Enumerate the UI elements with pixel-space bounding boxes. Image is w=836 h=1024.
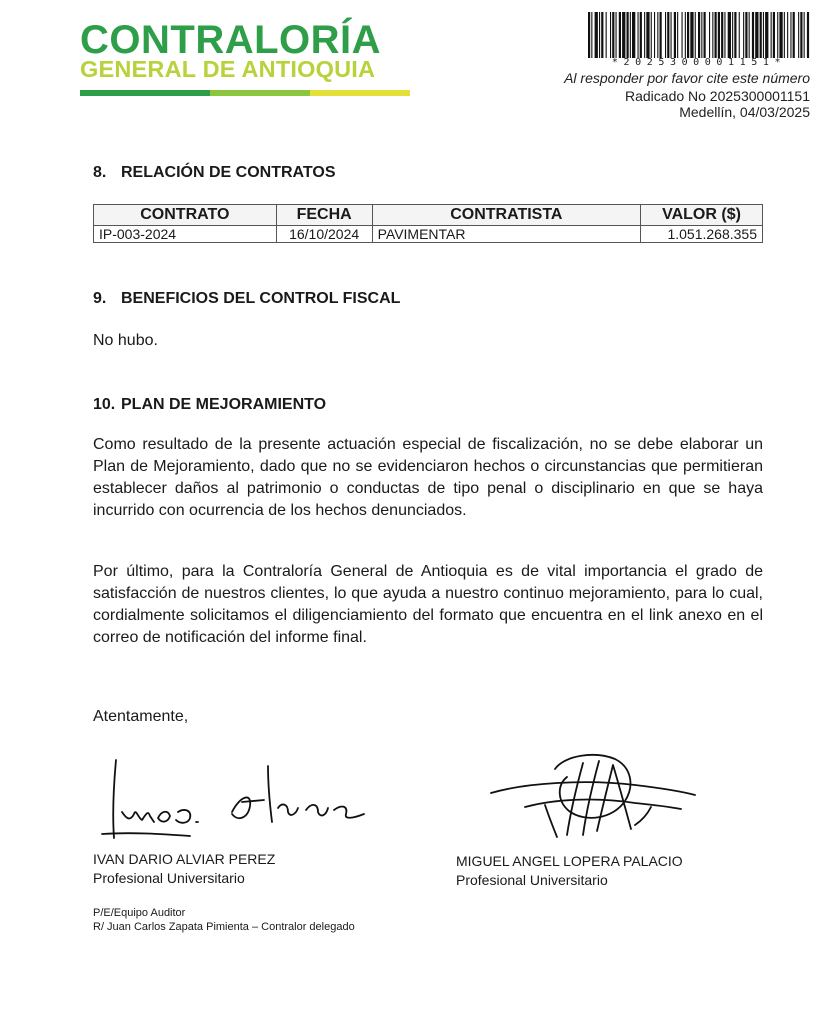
barcode-bar: [632, 12, 635, 58]
barcode-bar: [743, 12, 744, 58]
cell-valor: 1.051.268.355: [641, 226, 763, 243]
barcode-bar: [728, 12, 731, 58]
barcode-bar: [745, 12, 747, 58]
table-header-row: [94, 205, 763, 226]
cell-fecha: 16/10/2024: [276, 226, 372, 243]
section-10-paragraph-1: Como resultado de la presente actuación especial de fiscalización, no se debe elaborar un Plan de Mejoramiento, dado que no se evidenciaron hechos o circunstancias que permitieran establecer daños al patrimonio o conductas de tipo penal o disciplinario en que se haya incurrido con ocurrencia de los hechos denunciados.: [93, 436, 763, 519]
barcode-bar: [721, 12, 723, 58]
barcode-bar: [765, 12, 768, 58]
barcode-bar: [701, 12, 702, 58]
barcode-bar: [671, 12, 672, 58]
barcode-bar: [779, 12, 782, 58]
cite-note: Al responder por favor cite este número: [564, 70, 810, 86]
barcode-bar: [595, 12, 598, 58]
barcode-bar: [790, 12, 791, 58]
column-header-contratista: CONTRATISTA: [372, 205, 640, 226]
barcode-bar: [627, 12, 629, 58]
barcode-bar: [646, 12, 649, 58]
barcode-bar: [800, 12, 802, 58]
section-title: BENEFICIOS DEL CONTROL FISCAL: [121, 290, 401, 307]
logo-subtitle: GENERAL DE ANTIOQUIA: [80, 56, 376, 82]
barcode-bar: [616, 12, 617, 58]
cell-contrato: IP-003-2024: [94, 226, 277, 243]
barcode-bar: [798, 12, 799, 58]
footer-prepared-by: P/E/Equipo Auditor: [93, 907, 186, 919]
barcode-bar: [760, 12, 762, 58]
barcode-bar: [804, 12, 805, 58]
barcode-bar: [687, 12, 689, 58]
place-date: Medellín, 04/03/2025: [679, 104, 810, 120]
barcode-bar: [619, 12, 621, 58]
barcode-bar: [640, 12, 642, 58]
cell-contratista: PAVIMENTAR: [372, 226, 640, 243]
barcode-bar: [612, 12, 614, 58]
section-9-text: No hubo.: [93, 332, 158, 349]
barcode-bar: [601, 12, 603, 58]
barcode-bar: [667, 12, 669, 58]
barcode-bar: [755, 12, 758, 58]
barcode-number: *2025300001151*: [611, 57, 787, 68]
barcode-bar: [763, 12, 764, 58]
section-number: 10.: [93, 396, 116, 413]
column-header-valor: VALOR ($): [641, 205, 763, 226]
footer-reviewed-by: R/ Juan Carlos Zapata Pimienta – Contralor delegado: [93, 921, 355, 933]
barcode-bar: [784, 12, 785, 58]
column-header-contrato: CONTRATO: [94, 205, 277, 226]
barcode-bar: [752, 12, 754, 58]
barcode-bar: [606, 12, 607, 58]
barcode-bar: [787, 12, 788, 58]
table-row: [94, 226, 763, 243]
barcode-bar: [660, 12, 662, 58]
contracts-table: [93, 204, 763, 243]
barcode-bar: [651, 12, 652, 58]
barcode-bar: [644, 12, 645, 58]
barcode-bar: [771, 12, 772, 58]
barcode-bar: [677, 12, 678, 58]
barcode-bar: [712, 12, 713, 58]
barcode-bar: [695, 12, 696, 58]
barcode-bar: [732, 12, 733, 58]
barcode-bar: [610, 12, 611, 58]
barcode-bar: [674, 12, 676, 58]
barcode-bar: [773, 12, 775, 58]
barcode-bar: [698, 12, 700, 58]
section-title: PLAN DE MEJORAMIENTO: [121, 396, 327, 413]
section-title: RELACIÓN DE CONTRATOS: [121, 164, 336, 181]
logo-color-bar: [80, 90, 410, 96]
barcode-bar: [724, 12, 725, 58]
barcode-bar: [715, 12, 717, 58]
signer-2-name: MIGUEL ANGEL LOPERA PALACIO: [456, 853, 683, 869]
section-9-heading: [93, 290, 400, 308]
barcode-bar: [749, 12, 750, 58]
barcode-bar: [718, 12, 720, 58]
barcode-bar: [685, 12, 686, 58]
barcode-bar: [709, 12, 710, 58]
barcode-bar: [739, 12, 740, 58]
signature-2-image: [485, 745, 705, 845]
barcode-bar: [665, 12, 666, 58]
barcode-bar: [599, 12, 600, 58]
signer-1-name: IVAN DARIO ALVIAR PEREZ: [93, 851, 276, 867]
signer-2-role: Profesional Universitario: [456, 872, 608, 888]
barcode-bar: [638, 12, 639, 58]
barcode-bar: [690, 12, 693, 58]
barcode-bar: [777, 12, 778, 58]
signer-1-role: Profesional Universitario: [93, 870, 245, 886]
section-10-heading: [93, 396, 326, 414]
barcode-bar: [630, 12, 631, 58]
barcode-bar: [588, 12, 590, 58]
barcode-bar: [682, 12, 683, 58]
section-10-paragraph-2: Por último, para la Contraloría General de Antioquia es de vital importancia el grado de satisfacción de nuestros clientes, lo que ayuda a nuestro continuo mejoramiento, para lo cual, cordialmente solicitamos el diligenciamiento del formato que encuentra en el link anexo en el correo de notificación del informe final.: [93, 563, 763, 646]
signature-1-image: [92, 752, 382, 847]
section-number: 8.: [93, 164, 107, 181]
closing-salutation: Atentamente,: [93, 708, 189, 725]
barcode-bar: [793, 12, 795, 58]
column-header-fecha: FECHA: [276, 205, 372, 226]
barcode-bar: [807, 12, 809, 58]
logo-title: CONTRALORÍA: [80, 18, 382, 62]
barcode: [588, 12, 810, 58]
barcode-bar: [704, 12, 706, 58]
section-8-heading: [93, 164, 336, 182]
barcode-bar: [657, 12, 658, 58]
section-number: 9.: [93, 290, 107, 307]
barcode-bar: [654, 12, 655, 58]
barcode-bar: [622, 12, 625, 58]
radicado-number: Radicado No 2025300001151: [624, 88, 810, 104]
barcode-bar: [591, 12, 592, 58]
barcode-bar: [734, 12, 736, 58]
